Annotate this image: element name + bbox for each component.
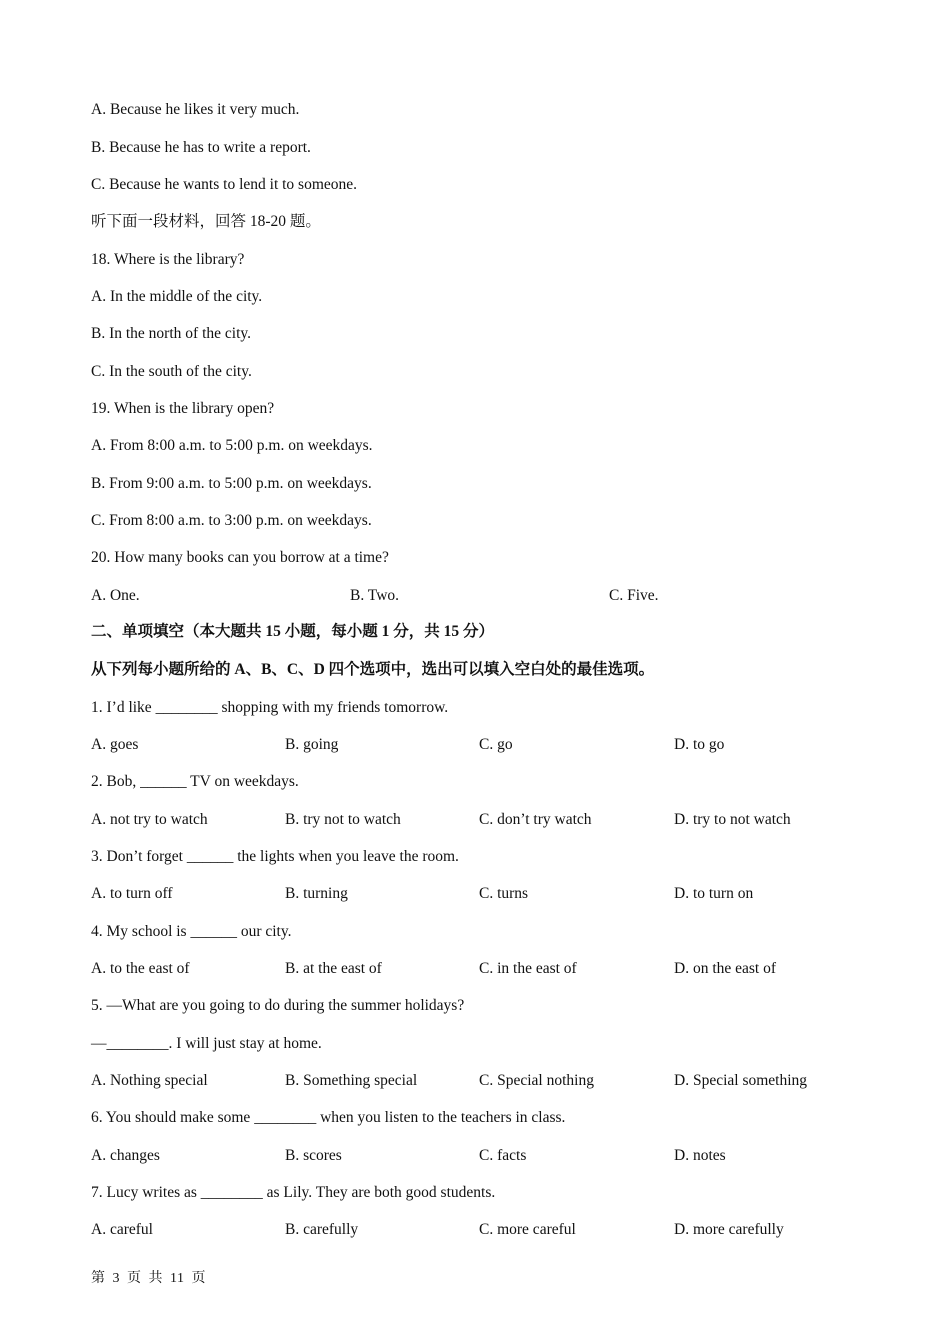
mc-option: A. goes [91, 736, 139, 753]
mc-option: C. go [479, 736, 513, 753]
mc-option: C. in the east of [479, 960, 577, 977]
mc-option: A. changes [91, 1147, 160, 1164]
section-title: 二、单项填空（本大题共 15 小题，每小题 1 分，共 15 分） [91, 623, 495, 640]
mc-question-stem: 6. You should make some ________ when you listen to the teachers in class. [91, 1109, 566, 1126]
listening-instruction: 听下面一段材料，回答 18-20 题。 [91, 213, 321, 230]
page-footer [91, 1267, 209, 1287]
mc-option: C. more careful [479, 1221, 576, 1238]
mc-question-stem: 5. —What are you going to do during the summer holidays? [91, 997, 465, 1014]
mc-option: B. Something special [285, 1072, 418, 1089]
mc-option: A. not try to watch [91, 811, 208, 828]
q18-option-c: C. In the south of the city. [91, 363, 252, 380]
mc-option: C. Special nothing [479, 1072, 594, 1089]
q19-option-a: A. From 8:00 a.m. to 5:00 p.m. on weekdays. [91, 437, 373, 454]
q18-question: 18. Where is the library? [91, 251, 245, 268]
mc-option: D. to go [674, 736, 725, 753]
mc-question-stem: 1. I’d like ________ shopping with my friends tomorrow. [91, 699, 449, 716]
mc-option: B. scores [285, 1147, 342, 1164]
mc-option: C. turns [479, 885, 529, 902]
mc-option: D. Special something [674, 1072, 808, 1089]
mc-question-stem: 4. My school is ______ our city. [91, 923, 292, 940]
mc-question-stem: 7. Lucy writes as ________ as Lily. They are both good students. [91, 1184, 496, 1201]
mc-option: B. turning [285, 885, 348, 902]
mc-option: B. try not to watch [285, 811, 401, 828]
q19-option-b: B. From 9:00 a.m. to 5:00 p.m. on weekdays. [91, 475, 372, 492]
footer-di: 第 [91, 1271, 106, 1286]
q20-option-b: B. Two. [350, 587, 400, 604]
section-instruction: 从下列每小题所给的 A、B、C、D 四个选项中，选出可以填入空白处的最佳选项。 [91, 661, 655, 678]
footer-ye: 页 [191, 1271, 206, 1286]
q20-question: 20. How many books can you borrow at a time? [91, 549, 389, 566]
mc-option: A. careful [91, 1221, 153, 1238]
mc-option: C. don’t try watch [479, 811, 592, 828]
q20-option-c: C. Five. [609, 587, 659, 604]
mc-question-stem-reply: —________. I will just stay at home. [91, 1035, 322, 1052]
q18-option-a: A. In the middle of the city. [91, 288, 263, 305]
mc-option: D. more carefully [674, 1221, 784, 1238]
mc-option: A. to the east of [91, 960, 190, 977]
mc-question-stem: 2. Bob, ______ TV on weekdays. [91, 773, 299, 790]
footer-gong: 共 [148, 1271, 163, 1286]
mc-option: D. to turn on [674, 885, 754, 902]
mc-option: B. at the east of [285, 960, 382, 977]
q18-option-b: B. In the north of the city. [91, 325, 251, 342]
mc-option: D. on the east of [674, 960, 777, 977]
q17-option-a: A. Because he likes it very much. [91, 101, 300, 118]
footer-total-pages: 11 [170, 1271, 185, 1286]
q20-option-a: A. One. [91, 587, 140, 604]
q19-question: 19. When is the library open? [91, 400, 275, 417]
footer-page-number: 3 [112, 1271, 120, 1286]
mc-option: D. try to not watch [674, 811, 791, 828]
mc-option: A. Nothing special [91, 1072, 208, 1089]
mc-option: B. carefully [285, 1221, 359, 1238]
q19-option-c: C. From 8:00 a.m. to 3:00 p.m. on weekdays. [91, 512, 372, 529]
mc-option: B. going [285, 736, 339, 753]
footer-ye: 页 [127, 1271, 142, 1286]
q17-option-c: C. Because he wants to lend it to someone. [91, 176, 358, 193]
mc-question-stem: 3. Don’t forget ______ the lights when you leave the room. [91, 848, 459, 865]
mc-option: A. to turn off [91, 885, 173, 902]
mc-option: C. facts [479, 1147, 527, 1164]
q17-option-b: B. Because he has to write a report. [91, 139, 311, 156]
mc-option: D. notes [674, 1147, 726, 1164]
